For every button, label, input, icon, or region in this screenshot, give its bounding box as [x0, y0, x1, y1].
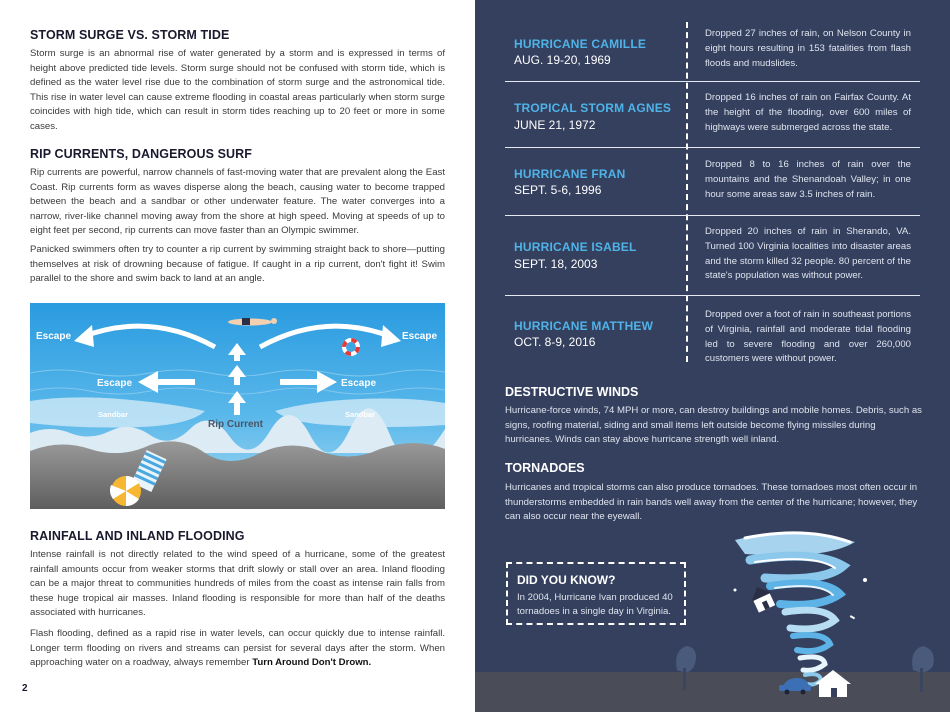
hurricane-name: TROPICAL STORM AGNES — [514, 101, 672, 115]
hurricane-name: HURRICANE FRAN — [514, 167, 626, 181]
hurricane-desc: Dropped over a foot of rain in southeast portions of Virginia, rainfall and moderate tidal flooding led to severe flooding and over 260,000 customers were without power. — [705, 309, 911, 365]
winds-body: Hurricane-force winds, 74 MPH or more, can destroy buildings and mobile homes. Debris, such as signs, roofing material, siding and small items left outside become flying missiles during hurricanes. Winds can stay above hurricane strength well inland. — [505, 405, 922, 445]
hurricane-desc: Dropped 8 to 16 inches of rain over the mountains and the Shenandoah Valley; in one hour some areas saw 3.5 inches of rain. — [705, 159, 911, 200]
sandbar-label-right: Sandbar — [345, 410, 376, 419]
hurricane-date: SEPT. 18, 2003 — [514, 257, 598, 271]
hurricane-name: HURRICANE ISABEL — [514, 240, 637, 254]
rainfall-body-2-text: Flash flooding, defined as a rapid rise in water levels, can occur quickly due to intense rainfall. Longer term flooding on rivers and streams can persist for several days after the storm. When approaching water on a roadway, always remember — [30, 628, 445, 668]
rip-current-label: Rip Current — [208, 419, 263, 430]
rainfall-body-1: Intense rainfall is not directly related to the wind speed of a hurricane, some of the greatest rainfall amounts occur from weaker storms that drift slowly or stall over an area. Inland flooding can be a major threat to communities hundreds of miles from the coast as intense rain falls from these huge tropical air masses. Inland flooding is responsible for more than half of the deaths associated with hurricanes. — [30, 549, 445, 618]
page-number: 2 — [22, 683, 28, 694]
storm-surge-heading: STORM SURGE VS. STORM TIDE — [30, 28, 230, 42]
did-you-know-box — [506, 562, 686, 625]
hurricane-date: OCT. 8-9, 2016 — [514, 335, 596, 349]
did-you-know-body: In 2004, Hurricane Ivan produced 40 tornadoes in a single day in Virginia. — [517, 592, 673, 617]
sandbar-label-left: Sandbar — [98, 410, 129, 419]
rip-currents-body-2: Panicked swimmers often try to counter a rip current by swimming straight back to shore—putting themselves at risk of drowning because of fatigue. If caught in a rip current, don't fight it! Swim parallel to the shore and swim back to land at an angle. — [30, 244, 445, 284]
hurricane-row — [505, 296, 920, 368]
hurricane-row — [505, 216, 920, 296]
hurricane-date: AUG. 19-20, 1969 — [514, 53, 611, 67]
hurricane-name: HURRICANE MATTHEW — [514, 319, 654, 333]
hurricane-row — [505, 82, 920, 148]
escape-label-top-left: Escape — [36, 331, 72, 342]
escape-label-top-right: Escape — [402, 331, 438, 342]
hurricane-desc: Dropped 27 inches of rain, on Nelson County in eight hours resulting in 153 fatalities from flash floods and mudslides. — [705, 28, 911, 69]
rainfall-heading: RAINFALL AND INLAND FLOODING — [30, 529, 245, 543]
tree-left-icon — [676, 646, 696, 690]
rip-current-diagram — [30, 303, 445, 509]
tornadoes-body: Hurricanes and tropical storms can also produce tornadoes. These tornadoes most often occur in thunderstorms embedded in rain bands well away from the center of the hurricane; however, they can also occur near the eyewall. — [505, 482, 918, 522]
hurricane-row — [505, 148, 920, 216]
tornado-illustration — [675, 520, 950, 712]
rip-currents-heading: RIP CURRENTS, DANGEROUS SURF — [30, 147, 253, 161]
did-you-know-heading: DID YOU KNOW? — [517, 573, 616, 587]
car-icon — [779, 678, 811, 695]
escape-label-mid-left: Escape — [97, 378, 133, 389]
turn-around-dont-drown: Turn Around Don't Drown. — [252, 657, 372, 668]
winds-heading: DESTRUCTIVE WINDS — [505, 385, 639, 399]
hurricane-date: SEPT. 5-6, 1996 — [514, 183, 602, 197]
house-icon — [815, 670, 851, 697]
right-page — [475, 0, 950, 712]
rip-currents-body-1: Rip currents are powerful, narrow channels of fast-moving water that are prevalent along the East Coast. Rip currents form as waves disperse along the beach, causing water to become trapped between the beach and a sandbar or other underwater feature. The water converges into a narrow, river-like channel moving away from the shore at high speed. Moving at speeds of up to eight feet per second, rip currents can move faster than an Olympic swimmer. — [30, 167, 445, 236]
hurricane-desc: Dropped 20 inches of rain in Sherando, VA. Turned 100 Virginia localities into disaster areas and the storm killed 32 people. 80 percent of the state's population was without power. — [705, 226, 911, 282]
hurricane-date: JUNE 21, 1972 — [514, 118, 596, 132]
escape-label-mid-right: Escape — [341, 378, 377, 389]
hurricane-name: HURRICANE CAMILLE — [514, 37, 647, 51]
hurricane-row — [505, 18, 920, 82]
storm-surge-body: Storm surge is an abnormal rise of water generated by a storm and is expressed in terms of height above predicted tide levels. Storm surge should not be confused with storm tide, which is defined as the water level rise due to the combination of storm surge and the astronomical tide. This rise in water level can cause extreme flooding in coastal areas particularly when storm surge coincides with high tide, which can result in storm tides reaching up to 20 feet or more in some cases. — [30, 48, 445, 132]
tornadoes-heading: TORNADOES — [505, 461, 585, 475]
rainfall-body-2 — [30, 627, 445, 671]
tree-right-icon — [912, 646, 934, 692]
hurricane-desc: Dropped 16 inches of rain on Fairfax County. At the height of the flooding, over 600 miles of highways were submerged across the state. — [705, 92, 911, 133]
